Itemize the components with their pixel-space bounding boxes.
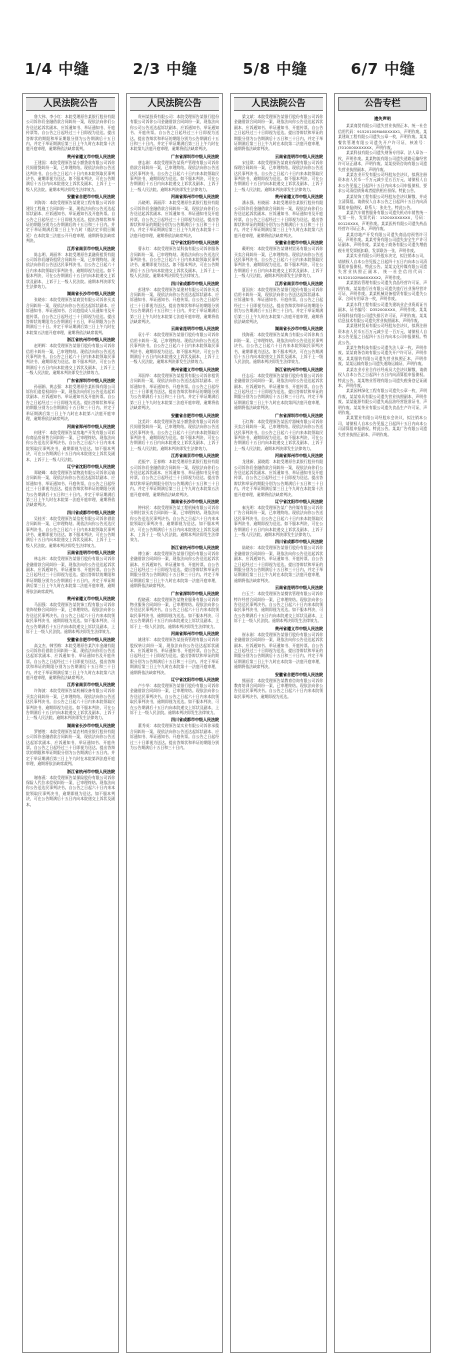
court-name: 广东省深圳市中级人民法院 [275, 412, 323, 418]
court-name: 贵州省遵义市中级人民法院 [67, 596, 115, 602]
court-name: 安徽省合肥市中级人民法院 [275, 671, 323, 677]
column-title: 人民法院公告 [130, 97, 219, 111]
column-title: 人民法院公告 [26, 97, 115, 111]
court-name: 安徽省合肥市中级人民法院 [275, 240, 323, 246]
court-name: 辽宁省沈阳市中级人民法院 [171, 240, 219, 246]
notice-column-3 [230, 93, 327, 1353]
court-name: 河南省郑州市中级人民法院 [171, 194, 219, 200]
court-name: 贵州省遵义市中级人民法院 [67, 153, 115, 159]
court-name: 江苏省南京市中级人民法院 [275, 280, 323, 286]
column-heading-4: 6/7 中缝 [350, 60, 416, 78]
column-heading-2: 2/3 中缝 [132, 60, 198, 78]
notice-column-1 [22, 93, 119, 1353]
court-name: 广东省深圳市中级人民法院 [171, 590, 219, 596]
court-name: 安徽省合肥市中级人民法院 [171, 412, 219, 418]
column-body: 詹大伟、李小红：本院受理原告某银行股份有限公司诉你们金融借款合同纠纷一案，现依法向你们公告送达起诉状副本、应诉通知书、举证通知书、开庭传票等。自公告之日起经过三十日即视为送达。提出答辩状的期限和举证期限分别为公告期满后十五日内。并定于举证期满后第三日上午九时在本院第十法庭开庭审理，逾期将依法缺席裁判。 贵州省遵义市中级人民法院 王建国：本院受理原告某小额贷款有限公司诉你民间借贷纠纷一案，已审理终结。现依法向你公告送达判决书。自公告之日起六十日内来本院领取民事判决书，逾期即视为送达。如不服本判决，可在公告期满后十五日内向本院递交上诉状及副本，上诉于上一级人民法院。逾期本判决即发生法律效力。 安徽省合肥市中级人民法院 刘海涛：本院受理原告某建设工程有限公司诉你建设工程施工合同纠纷一案，现依法向你公告送达起诉状副本、应诉通知书、举证通知书及开庭传票。自公告之日起经过三十日即视为送达。提出答辩状和举证的期限分别为公告期满后的十五日和三十日内。并定于举证期满后第三日上午九时（遇法定节假日顺延）在本院第三法庭公开开庭审理，逾期将依法缺席判决。 江苏省南京市中级人民法院 陈志明、周丽华：本院受理原告某融资租赁有限公司诉你们融资租赁合同纠纷一案，已审理终结。现依法向你们公告送达民事判决书。自公告之日起六十日内来本院领取民事判决书，逾期即视为送达。如不服本判决，可在公告期满后十五日内向本院递交上诉状及副本，上诉于上一级人民法院。逾期本判决即发生法律效力。 湖南省长沙市中级人民法院 张晓东：本院受理原告某商贸有限公司诉你买卖合同纠纷一案，现依法向你公告送达起诉状副本、应诉通知书、举证通知书、合议庭组成人员通知书及开庭传票。自公告之日起经过三十日即视为送达。提出答辩状的期限为公告期满后十五日，举证期限为公告期满后三十日。并定于举证期满后第三日上午九时在本院第五法庭开庭审理，逾期将依法缺席裁判。 浙江省杭州市中级人民法院 赵明辉：本院受理原告某银行股份有限公司诉你信用卡纠纷一案，已审理终结。现依法向你公告送达民事判决书。自公告之日起六十日内来本院领取民事判决书，逾期即视为送达。如不服本判决，可在公告期满后十五日内向本院递交上诉状及副本，上诉于上一级人民法院。逾期本判决即发生法律效力。 广东省深圳市中级人民法院 孙丽娟、黄志强：本院受理原告某担保有限公司诉你们追偿权纠纷一案，现依法向你们公告送达起诉状副本、应诉通知书、举证通知书及开庭传票。自公告之日起经过三十日即视为送达。提出答辩状和举证的期限分别为公告期满后十五日和三十日内。并定于举证期满后第三日上午九时在本院第八法庭开庭审理，逾期将依法缺席判决。 河南省郑州市中级人民法院 何建平：本院受理原告某房地产开发有限公司诉你商品房预售合同纠纷一案，已审理终结。现依法向你公告送达民事判决书。自公告之日起六十日内来本院领取民事判决书，逾期即视为送达。如不服本判决，可在公告期满后十五日内向本院递交上诉状及副本，上诉于上一级人民法院。 辽宁省沈阳市中级人民法院 郑晓峰：本院受理原告某物流有限公司诉你运输合同纠纷一案，现依法向你公告送达起诉状副本、应诉通知书、举证通知书、开庭传票。自公告之日起经过三十日即视为送达。提出答辩状和举证的期限分别为公告期满后十五日和三十日内。并定于举证期满后第三日上午九时在本院第一法庭开庭审理，逾期将依法缺席判决。 四川省成都市中级人民法院 吴桂芳：本院受理原告某信托有限公司诉你借款合同纠纷一案，已审理终结。现依法向你公告送达民事判决书。自公告之日起六十日内来本院领取民事判决书，逾期即视为送达。如不服本判决，可在公告期满后十五日内向本院递交上诉状及副本，上诉于上一级人民法院。逾期本判决即发生法律效力。 云南省昆明市中级人民法院 林志伟：本院受理原告某银行股份有限公司诉你金融借款合同纠纷一案，现依法向你公告送达起诉状副本、应诉通知书、举证通知书、开庭传票。自公告之日起经过三十日即视为送达。提出答辩状的期限和举证期限分别为公告期满后十五日内。并定于举证期满后第三日上午九时在本院第二法庭开庭审理，逾期将依法缺席裁判。 贵州省遵义市中级人民法院 马国强：本院受理原告某装饰工程有限公司诉你装饰装修合同纠纷一案，已审理终结。现依法向你公告送达民事判决书。自公告之日起六十日内来本院领取民事判决书，逾期即视为送达。如不服本判决，可在公告期满后十五日内向本院递交上诉状及副本，上诉于上一级人民法院。逾期本判决即发生法律效力。 安徽省合肥市中级人民法院 高文杰、韩雪梅：本院受理原告某汽车金融有限公司诉你们借款合同纠纷一案，现依法向你们公告送达起诉状副本、应诉通知书、举证通知书及开庭传票。自公告之日起经过三十日即视为送达。提出答辩状和举证的期限分别为公告期满后十五日和三十日内。并定于举证期满后第三日上午九时在本院第六法庭开庭审理，逾期将依法缺席判决。 江苏省南京市中级人民法院 许海波：本院受理原告某机械设备有限公司诉你买卖合同纠纷一案，已审理终结。现依法向你公告送达民事判决书。自公告之日起六十日内来本院领取民事判决书，逾期即视为送达。如不服本判决，可在公告期满后十五日内向本院递交上诉状及副本，上诉于上一级人民法院。逾期本判决即发生法律效力。 湖南省长沙市中级人民法院 罗德胜：本院受理原告某农村商业银行股份有限公司诉你金融借款合同纠纷一案，现依法向你公告送达起诉状副本、应诉通知书、举证通知书、开庭传票。自公告之日起经过三十日即视为送达。提出答辩状的期限和举证期限分别为公告期满后十五日内。并定于举证期满后第三日上午九时在本院第四法庭开庭审理，逾期将依法缺席裁判。 浙江省杭州市中级人民法院 谢春燕：本院受理原告某保险股份有限公司诉你保险人代位求偿权纠纷一案，已审理终结。现依法向你公告送达民事判决书。自公告之日起六十日内来本院领取民事判决书，逾期即视为送达。如不服本判决，可在公告期满后十五日内向本院递交上诉状及副本。 [26, 114, 115, 807]
court-name: 湖南省长沙市中级人民法院 [67, 722, 115, 728]
court-name: 贵州省遵义市中级人民法院 [171, 366, 219, 372]
court-name: 湖南省长沙市中级人民法院 [67, 291, 115, 297]
column-body: 梁文斌：本院受理原告某银行股份有限公司诉你金融借款合同纠纷一案，现依法向你公告送达起诉状副本、应诉通知书、举证通知书、开庭传票。自公告之日起经过三十日即视为送达。提出答辩状和举证的期限分别为公告期满后十五日和三十日内。并定于举证期满后第三日上午九时在本院第二法庭开庭审理，逾期将依法缺席判决。 云南省昆明市中级人民法院 宋佳琪：本院受理原告某商业保理有限公司诉你保理合同纠纷一案，已审理终结。现依法向你公告送达民事判决书。自公告之日起六十日内来本院领取民事判决书，逾期即视为送达。如不服本判决，可在公告期满后十五日内向本院递交上诉状及副本，上诉于上一级人民法院。逾期本判决即发生法律效力。 贵州省遵义市中级人民法院 潘永强、杜晓丽：本院受理原告某银行股份有限公司诉你们金融借款合同纠纷一案，现依法向你们公告送达起诉状副本、应诉通知书、举证通知书及开庭传票。自公告之日起经过三十日即视为送达。提出答辩状和举证的期限分别为公告期满后十五日和三十日内。并定于举证期满后第三日上午九时在本院第六法庭开庭审理，逾期将依法缺席判决。 安徽省合肥市中级人民法院 戴明亮：本院受理原告某钢材贸易有限公司诉你买卖合同纠纷一案，已审理终结。现依法向你公告送达民事判决书。自公告之日起六十日内来本院领取民事判决书，逾期即视为送达。如不服本判决，可在公告期满后十五日内向本院递交上诉状及副本，上诉于上一级人民法院。逾期本判决即发生法律效力。 江苏省南京市中级人民法院 夏国庆：本院受理原告某银行股份有限公司诉你信用卡纠纷一案，现依法向你公告送达起诉状副本、应诉通知书、举证通知书、开庭传票。自公告之日起经过三十日即视为送达。提出答辩状和举证的期限分别为公告期满后十五日和三十日内。并定于举证期满后第三日上午九时在本院第八法庭开庭审理，逾期将依法缺席判决。 湖南省长沙市中级人民法院 钱海燕：本院受理原告某典当有限公司诉你典当纠纷一案，已审理终结。现依法向你公告送达民事判决书。自公告之日起六十日内来本院领取民事判决书，逾期即视为送达。如不服本判决，可在公告期满后十五日内向本院递交上诉状及副本，上诉于上一级人民法院。逾期本判决即发生法律效力。 浙江省杭州市中级人民法院 任志远：本院受理原告某银行股份有限公司诉你金融借款合同纠纷一案，现依法向你公告送达起诉状副本、应诉通知书、举证通知书、开庭传票。自公告之日起经过三十日即视为送达。提出答辩状和举证的期限分别为公告期满后十五日和三十日内。并定于举证期满后第三日上午九时在本院第四法庭开庭审理，逾期将依法缺席判决。 广东省深圳市中级人民法院 石红梅：本院受理原告某医疗器械有限公司诉你买卖合同纠纷一案，已审理终结。现依法向你公告送达民事判决书。自公告之日起六十日内来本院领取民事判决书，逾期即视为送达。如不服本判决，可在公告期满后十五日内向本院递交上诉状及副本，上诉于上一级人民法院。逾期本判决即发生法律效力。 河南省郑州市中级人民法院 龙建新、邱晓霞：本院受理原告某银行股份有限公司诉你们金融借款合同纠纷一案，现依法向你们公告送达起诉状副本、应诉通知书、举证通知书及开庭传票。自公告之日起经过三十日即视为送达。提出答辩状和举证的期限分别为公告期满后十五日和三十日内。并定于举证期满后第三日上午九时在本院第十法庭开庭审理，逾期将依法缺席判决。 辽宁省沈阳市中级人民法院 秦光明：本院受理原告某广告传媒有限公司诉你广告合同纠纷一案，已审理终结。现依法向你公告送达民事判决书。自公告之日起六十日内来本院领取民事判决书，逾期即视为送达。如不服本判决，可在公告期满后十五日内向本院递交上诉状及副本，上诉于上一级人民法院。逾期本判决即发生法律效力。 四川省成都市中级人民法院 陆晓东：本院受理原告某银行股份有限公司诉你金融借款合同纠纷一案，现依法向你公告送达起诉状副本、应诉通知书、举证通知书、开庭传票。自公告之日起经过三十日即视为送达。提出答辩状和举证的期限分别为公告期满后十五日和三十日内。并定于举证期满后第三日上午九时在本院第三法庭开庭审理，逾期将依法缺席判决。 云南省昆明市中级人民法院 白玉兰：本院受理原告某餐饮管理有限公司诉你特许经营合同纠纷一案，已审理终结。现依法向你公告送达民事判决书。自公告之日起六十日内来本院领取民事判决书，逾期即视为送达。如不服本判决，可在公告期满后十五日内向本院递交上诉状及副本，上诉于上一级人民法院。逾期本判决即发生法律效力。 贵州省遵义市中级人民法院 崔永刚：本院受理原告某银行股份有限公司诉你金融借款合同纠纷一案，现依法向你公告送达起诉状副本、应诉通知书、举证通知书、开庭传票。自公告之日起经过三十日即视为送达。提出答辩状和举证的期限分别为公告期满后十五日和三十日内。并定于举证期满后第三日上午九时在本院第一法庭开庭审理，逾期将依法缺席判决。 安徽省合肥市中级人民法院 熊丽君：本院受理原告某教育咨询有限公司诉你教育培训合同纠纷一案，已审理终结。现依法向你公告送达民事判决书。自公告之日起六十日内来本院领取民事判决书，逾期即视为送达。 [234, 114, 323, 699]
court-name: 辽宁省沈阳市中级人民法院 [171, 676, 219, 682]
court-name: 江苏省南京市中级人民法院 [67, 682, 115, 688]
court-name: 四川省成都市中级人民法院 [67, 509, 115, 515]
column-title: 公告专栏 [338, 97, 427, 111]
court-name: 浙江省杭州市中级人民法院 [275, 366, 323, 372]
notice-column-2 [126, 93, 223, 1353]
court-name: 湖南省长沙市中级人民法院 [171, 498, 219, 504]
court-name: 安徽省合肥市中级人民法院 [67, 636, 115, 642]
court-name: 河南省郑州市中级人民法院 [171, 631, 219, 637]
court-name: 云南省昆明市中级人民法院 [67, 550, 115, 556]
court-name: 云南省昆明市中级人民法院 [171, 326, 219, 332]
court-name: 四川省成都市中级人民法院 [171, 717, 219, 723]
court-name: 江苏省南京市中级人民法院 [67, 245, 115, 251]
court-name: 贵州省遵义市中级人民法院 [275, 194, 323, 200]
court-name: 广东省深圳市中级人民法院 [67, 377, 115, 383]
section-label: 遗失声明 [374, 116, 391, 121]
notice-column-4 [334, 93, 431, 1353]
court-name: 安徽省合肥市中级人民法院 [67, 194, 115, 200]
column-title: 人民法院公告 [234, 97, 323, 111]
court-name: 云南省昆明市中级人民法院 [275, 153, 323, 159]
column-body: 遗失声明 某某商贸有限公司遗失营业执照正本，统一社会信用代码：91520100MA6XXXXX1，声明作废。某某建筑工程有限公司遗失公章一枚，声明作废。某某餐饮管理有限公司遗失开户许可证，核准号：J7010000XXXXXX，声明作废。 某某科技有限公司遗失财务专用章、法人章各一枚，声明作废。某某物流有限公司遗失道路运输经营许可证正副本，声明作废。某某投资咨询有限公司遗失营业执照副本，声明作废。 某某农业开发有限公司经股东会决议，拟将注册资本由人民币一千万元减少至五百万元，请债权人自本公告见报之日起四十五日内向本公司申报债权，要求公司清偿债务或者提供相应担保。特此公告。 某某装饰工程有限公司经股东会决议解散，并成立清算组。请债权人自本公告之日起四十五日内向清算组申报债权。联系人：张先生。特此公告。 某某汽车销售服务有限公司遗失机动车销售统一发票一份，发票代码：15200XXXXXXX，号码：0012XXXX，声明作废。某某医药有限公司遗失药品经营许可证正本，声明作废。 某某房地产开发有限公司遗失商品房预售许可证，声明作废。某某劳务有限公司遗失安全生产许可证副本，声明作废。某某电子商务有限公司遗失增值税专用发票抵扣联、发票联各一张，声明作废。 某某实业有限公司经股东决定，拟注销本公司，请债权人自本公告见报之日起四十五日内向本公司清算组申报债权。特此公告。某某文化传媒有限公司遗失营业执照正副本，统一社会信用代码：91520102MA6XXXXX2，声明作废。 某某酒店管理有限公司遗失食品经营许可证，声明作废。某某旅行社有限公司遗失旅行社业务经营许可证，声明作废。某某机械设备租赁有限公司遗失公章、合同专用章各一枚，声明作废。 某某水利工程有限公司遗失建筑业企业资质证书副本，证书编号：D35200XXXX，声明作废。某某环保科技有限公司遗失排污许可证，声明作废。某某信息技术有限公司遗失营业执照副本，声明作废。 某某建材贸易有限公司经股东会决议，拟将注册资本由人民币五百万元减少至一百万元，请债权人自本公告见报之日起四十五日内向本公司申报债权。特此公告。 某某生物科技有限公司遗失法人章一枚，声明作废。某某商务咨询有限公司遗失开户许可证，声明作废。某某服装有限公司遗失营业执照正本，声明作废。某某运输有限公司遗失道路运输证，声明作废。 某某农业专业合作社经成员大会决议解散，请债权人自本公告之日起四十五日内向清算组申报债权。特此公告。某某物业管理有限公司遗失税务登记证副本，声明作废。 某某园林绿化工程有限公司遗失公章一枚，声明作废。某某家具有限公司遗失营业执照副本，声明作废。某某能源有限公司遗失成品油经营批准证书，声明作废。某某茶业有限公司遗失食品生产许可证，声明作废。 某某置业有限公司经股东会决议，拟注销本公司，请债权人自本公告见报之日起四十五日内向本公司清算组申报债权。特此公告。某某广告有限公司遗失营业执照正副本，声明作废。 [338, 116, 427, 437]
court-name: 河南省郑州市中级人民法院 [275, 453, 323, 459]
court-name: 湖南省长沙市中级人民法院 [275, 326, 323, 332]
court-name: 浙江省杭州市中级人民法院 [67, 768, 115, 774]
court-name: 广东省深圳市中级人民法院 [171, 153, 219, 159]
court-name: 云南省昆明市中级人民法院 [275, 585, 323, 591]
court-name: 辽宁省沈阳市中级人民法院 [275, 498, 323, 504]
column-heading-3: 5/8 中缝 [242, 60, 308, 78]
column-body: 贵州某投资有限公司：本院受理原告某银行股份有限公司诉你公司金融借款合同纠纷一案，现依法向你公司公告送达起诉状副本、应诉通知书、举证通知书、开庭传票。自公告之日起经过三十日即视为送达。提出答辩状和举证的期限分别为公告期满后十五日和三十日内。并定于举证期满后第三日上午九时在本院第九法庭开庭审理，逾期将依法缺席判决。 广东省深圳市中级人民法院 唐志刚：本院受理原告某资产管理有限公司诉你借款合同纠纷一案，已审理终结。现依法向你公告送达民事判决书。自公告之日起六十日内来本院领取民事判决书，逾期即视为送达。如不服本判决，可在公告期满后十五日内向本院递交上诉状及副本，上诉于上一级人民法院。逾期本判决即发生法律效力。 河南省郑州市中级人民法院 冯晓明、蒋丽萍：本院受理原告某银行股份有限公司诉你们金融借款合同纠纷一案，现依法向你们公告送达起诉状副本、应诉通知书、举证通知书及开庭传票。自公告之日起经过三十日即视为送达。提出答辩状和举证的期限分别为公告期满后十五日和三十日内。并定于举证期满后第三日上午九时在本院第十二法庭开庭审理，逾期将依法缺席判决。 辽宁省沈阳市中级人民法院 曹永红：本院受理原告某科技有限公司诉你服务合同纠纷一案，已审理终结。现依法向你公告送达民事判决书。自公告之日起六十日内来本院领取民事判决书，逾期即视为送达。如不服本判决，可在公告期满后十五日内向本院递交上诉状及副本，上诉于上一级人民法院。逾期本判决即发生法律效力。 四川省成都市中级人民法院 彭建华：本院受理原告某建材有限公司诉你买卖合同纠纷一案，现依法向你公告送达起诉状副本、应诉通知书、举证通知书、开庭传票。自公告之日起经过三十日即视为送达。提出答辩状和举证的期限分别为公告期满后十五日和三十日内。并定于举证期满后第三日上午九时在本院第七法庭开庭审理，逾期将依法缺席判决。 云南省昆明市中级人民法院 袁小平：本院受理原告某银行股份有限公司诉你信用卡纠纷一案，已审理终结。现依法向你公告送达民事判决书。自公告之日起六十日内来本院领取民事判决书，逾期即视为送达。如不服本判决，可在公告期满后十五日内向本院递交上诉状及副本，上诉于上一级人民法院。逾期本判决即发生法律效力。 贵州省遵义市中级人民法院 邓国华：本院受理原告某租赁有限公司诉你租赁合同纠纷一案，现依法向你公告送达起诉状副本、应诉通知书、举证通知书、开庭传票。自公告之日起经过三十日即视为送达。提出答辩状和举证的期限分别为公告期满后十五日和三十日内。并定于举证期满后第三日上午九时在本院第三法庭开庭审理，逾期将依法缺席判决。 安徽省合肥市中级人民法院 沈美玲：本院受理原告某小额贷款有限公司诉你民间借贷纠纷一案，已审理终结。现依法向你公告送达民事判决书。自公告之日起六十日内来本院领取民事判决书，逾期即视为送达。如不服本判决，可在公告期满后十五日内向本院递交上诉状及副本，上诉于上一级人民法院。逾期本判决即发生法律效力。 江苏省南京市中级人民法院 范振宇、汪春梅：本院受理原告某银行股份有限公司诉你们金融借款合同纠纷一案，现依法向你们公告送达起诉状副本、应诉通知书、举证通知书及开庭传票。自公告之日起经过三十日即视为送达。提出答辩状和举证的期限分别为公告期满后十五日和三十日内。并定于举证期满后第三日上午九时在本院第五法庭开庭审理，逾期将依法缺席判决。 湖南省长沙市中级人民法院 钟伟民：本院受理原告某工程机械有限公司诉你分期付款买卖合同纠纷一案，已审理终结。现依法向你公告送达民事判决书。自公告之日起六十日内来本院领取民事判决书，逾期即视为送达。如不服本判决，可在公告期满后十五日内向本院递交上诉状及副本，上诉于上一级人民法院。逾期本判决即发生法律效力。 浙江省杭州市中级人民法院 傅立新：本院受理原告某银行股份有限公司诉你金融借款合同纠纷一案，现依法向你公告送达起诉状副本、应诉通知书、举证通知书、开庭传票。自公告之日起经过三十日即视为送达。提出答辩状和举证的期限分别为公告期满后十五日和三十日内。并定于举证期满后第三日上午九时在本院第一法庭开庭审理，逾期将依法缺席判决。 广东省深圳市中级人民法院 程晓燕：本院受理原告某物业服务有限公司诉你物业服务合同纠纷一案，已审理终结。现依法向你公告送达民事判决书。自公告之日起六十日内来本院领取民事判决书，逾期即视为送达。如不服本判决，可在公告期满后十五日内向本院递交上诉状及副本，上诉于上一级人民法院。逾期本判决即发生法律效力。 河南省郑州市中级人民法院 姚建军：本院受理原告某投资管理有限公司诉你股权转让纠纷一案，现依法向你公告送达起诉状副本、应诉通知书、举证通知书、开庭传票。自公告之日起经过三十日即视为送达。提出答辩状和举证的期限分别为公告期满后十五日和三十日内。并定于举证期满后第三日上午九时在本院第十一法庭开庭审理，逾期将依法缺席判决。 辽宁省沈阳市中级人民法院 卢少华：本院受理原告某银行股份有限公司诉你金融借款合同纠纷一案，已审理终结。现依法向你公告送达民事判决书。自公告之日起六十日内来本院领取民事判决书，逾期即视为送达。如不服本判决，可在公告期满后十五日内向本院递交上诉状及副本，上诉于上一级人民法院。逾期本判决即发生法律效力。 四川省成都市中级人民法院 董秀英：本院受理原告某实业有限公司诉你承揽合同纠纷一案，现依法向你公告送达起诉状副本、应诉通知书、举证通知书、开庭传票。自公告之日起经过三十日即视为送达。提出答辩状和举证的期限分别为公告期满后十五日和三十日内。 [130, 114, 219, 750]
court-name: 四川省成都市中级人民法院 [171, 280, 219, 286]
court-name: 浙江省杭州市中级人民法院 [171, 544, 219, 550]
court-name: 江苏省南京市中级人民法院 [171, 453, 219, 459]
court-name: 贵州省遵义市中级人民法院 [275, 625, 323, 631]
court-name: 河南省郑州市中级人民法院 [67, 423, 115, 429]
court-name: 浙江省杭州市中级人民法院 [67, 337, 115, 343]
column-heading-1: 1/4 中缝 [24, 60, 90, 78]
court-name: 四川省成都市中级人民法院 [275, 539, 323, 545]
court-name: 辽宁省沈阳市中级人民法院 [67, 463, 115, 469]
